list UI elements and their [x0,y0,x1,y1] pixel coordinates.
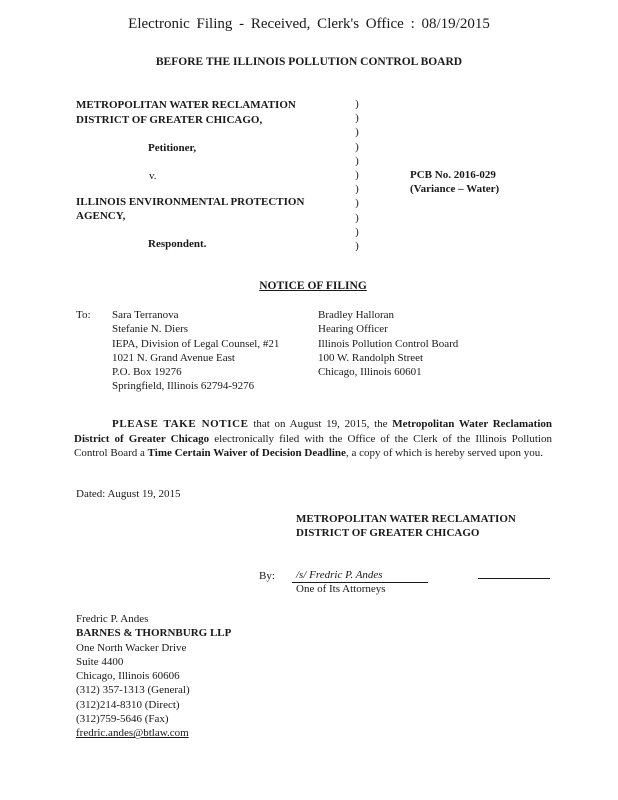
recipient-line: 1021 N. Grand Avenue East [112,351,235,364]
caption-paren: ) [355,126,359,139]
caption-paren: ) [355,154,359,167]
counsel-address-line: One North Wacker Drive [76,641,187,654]
respondent-name-line1: ILLINOIS ENVIRONMENTAL PROTECTION [76,196,305,208]
by-label: By: [259,570,275,582]
signature-entity-line1: METROPOLITAN WATER RECLAMATION [296,513,516,525]
petitioner-name-line1: METROPOLITAN WATER RECLAMATION [76,99,296,111]
notice-title: NOTICE OF FILING [259,280,367,292]
caption-paren: ) [355,183,359,196]
to-label: To: [76,309,91,321]
filing-stamp: Electronic Filing - Received, Clerk's Office : 08/19/2015 [128,16,490,32]
counsel-block [76,612,231,741]
recipient-line: Bradley Halloran [318,309,395,321]
case-number: PCB No. 2016-029 [410,169,496,181]
recipient-line: Illinois Pollution Control Board [318,337,459,350]
caption-paren: ) [355,197,359,210]
recipient-right-block [318,308,458,379]
counsel-address-line: Chicago, Illinois 60606 [76,670,180,683]
counsel-phone: (312) 357-1313 (General) [76,684,190,697]
counsel-address-line: Suite 4400 [76,655,124,668]
recipient-line: Springfield, Illinois 62794-9276 [112,380,255,393]
counsel-phone: (312)759-5646 (Fax) [76,713,169,726]
counsel-firm: BARNES & THORNBURG LLP [76,627,232,640]
notice-text-1: that on August 19, 2015, the [248,418,393,430]
caption-parenthesis-column [352,97,362,253]
caption-paren: ) [355,211,359,224]
case-type: (Variance – Water) [410,183,500,195]
recipient-line: IEPA, Division of Legal Counsel, #21 [112,337,280,350]
recipient-line: Sara Terranova [112,309,179,321]
petitioner-role: Petitioner, [148,142,197,154]
attorney-role: One of Its Attorneys [296,583,386,595]
notice-party: Metropolitan Water Reclamation District of Greater Chicago [74,418,553,445]
recipient-line: P.O. Box 19276 [112,366,182,379]
signature-entity-line2: DISTRICT OF GREATER CHICAGO [296,527,480,539]
recipient-line: Stefanie N. Diers [112,323,189,336]
notice-document: Time Certain Waiver of Decision Deadline [147,447,346,459]
respondent-role: Respondent. [148,238,207,250]
recipient-line: Chicago, Illinois 60601 [318,366,422,379]
caption-paren: ) [355,240,359,253]
caption-paren: ) [355,112,359,125]
versus: v. [149,170,157,182]
caption-paren: ) [355,169,359,182]
signature: /s/ Fredric P. Andes [296,569,383,581]
recipient-left-block [112,308,279,394]
notice-paragraph [74,417,552,461]
notice-text-3: , a copy of which is hereby served upon you. [345,447,543,459]
notice-lead: PLEASE TAKE NOTICE [112,418,249,430]
dated-line: Dated: August 19, 2015 [76,488,181,500]
counsel-phone: (312)214-8310 (Direct) [76,698,180,711]
respondent-name-line2: AGENCY, [76,210,126,222]
caption-paren: ) [355,225,359,238]
counsel-name: Fredric P. Andes [76,613,149,625]
caption-paren: ) [355,140,359,153]
caption-paren: ) [355,98,359,110]
counsel-email-link[interactable]: fredric.andes@btlaw.com [76,727,189,740]
signature-line-extension [478,578,550,579]
petitioner-name-line2: DISTRICT OF GREATER CHICAGO, [76,114,263,126]
recipient-line: Hearing Officer [318,323,388,336]
board-title: BEFORE THE ILLINOIS POLLUTION CONTROL BOARD [155,56,463,68]
notice-text-2: electronically filed with the Office of the Clerk of the Illinois Pollution Control Board a [74,432,552,459]
recipient-line: 100 W. Randolph Street [318,351,424,364]
